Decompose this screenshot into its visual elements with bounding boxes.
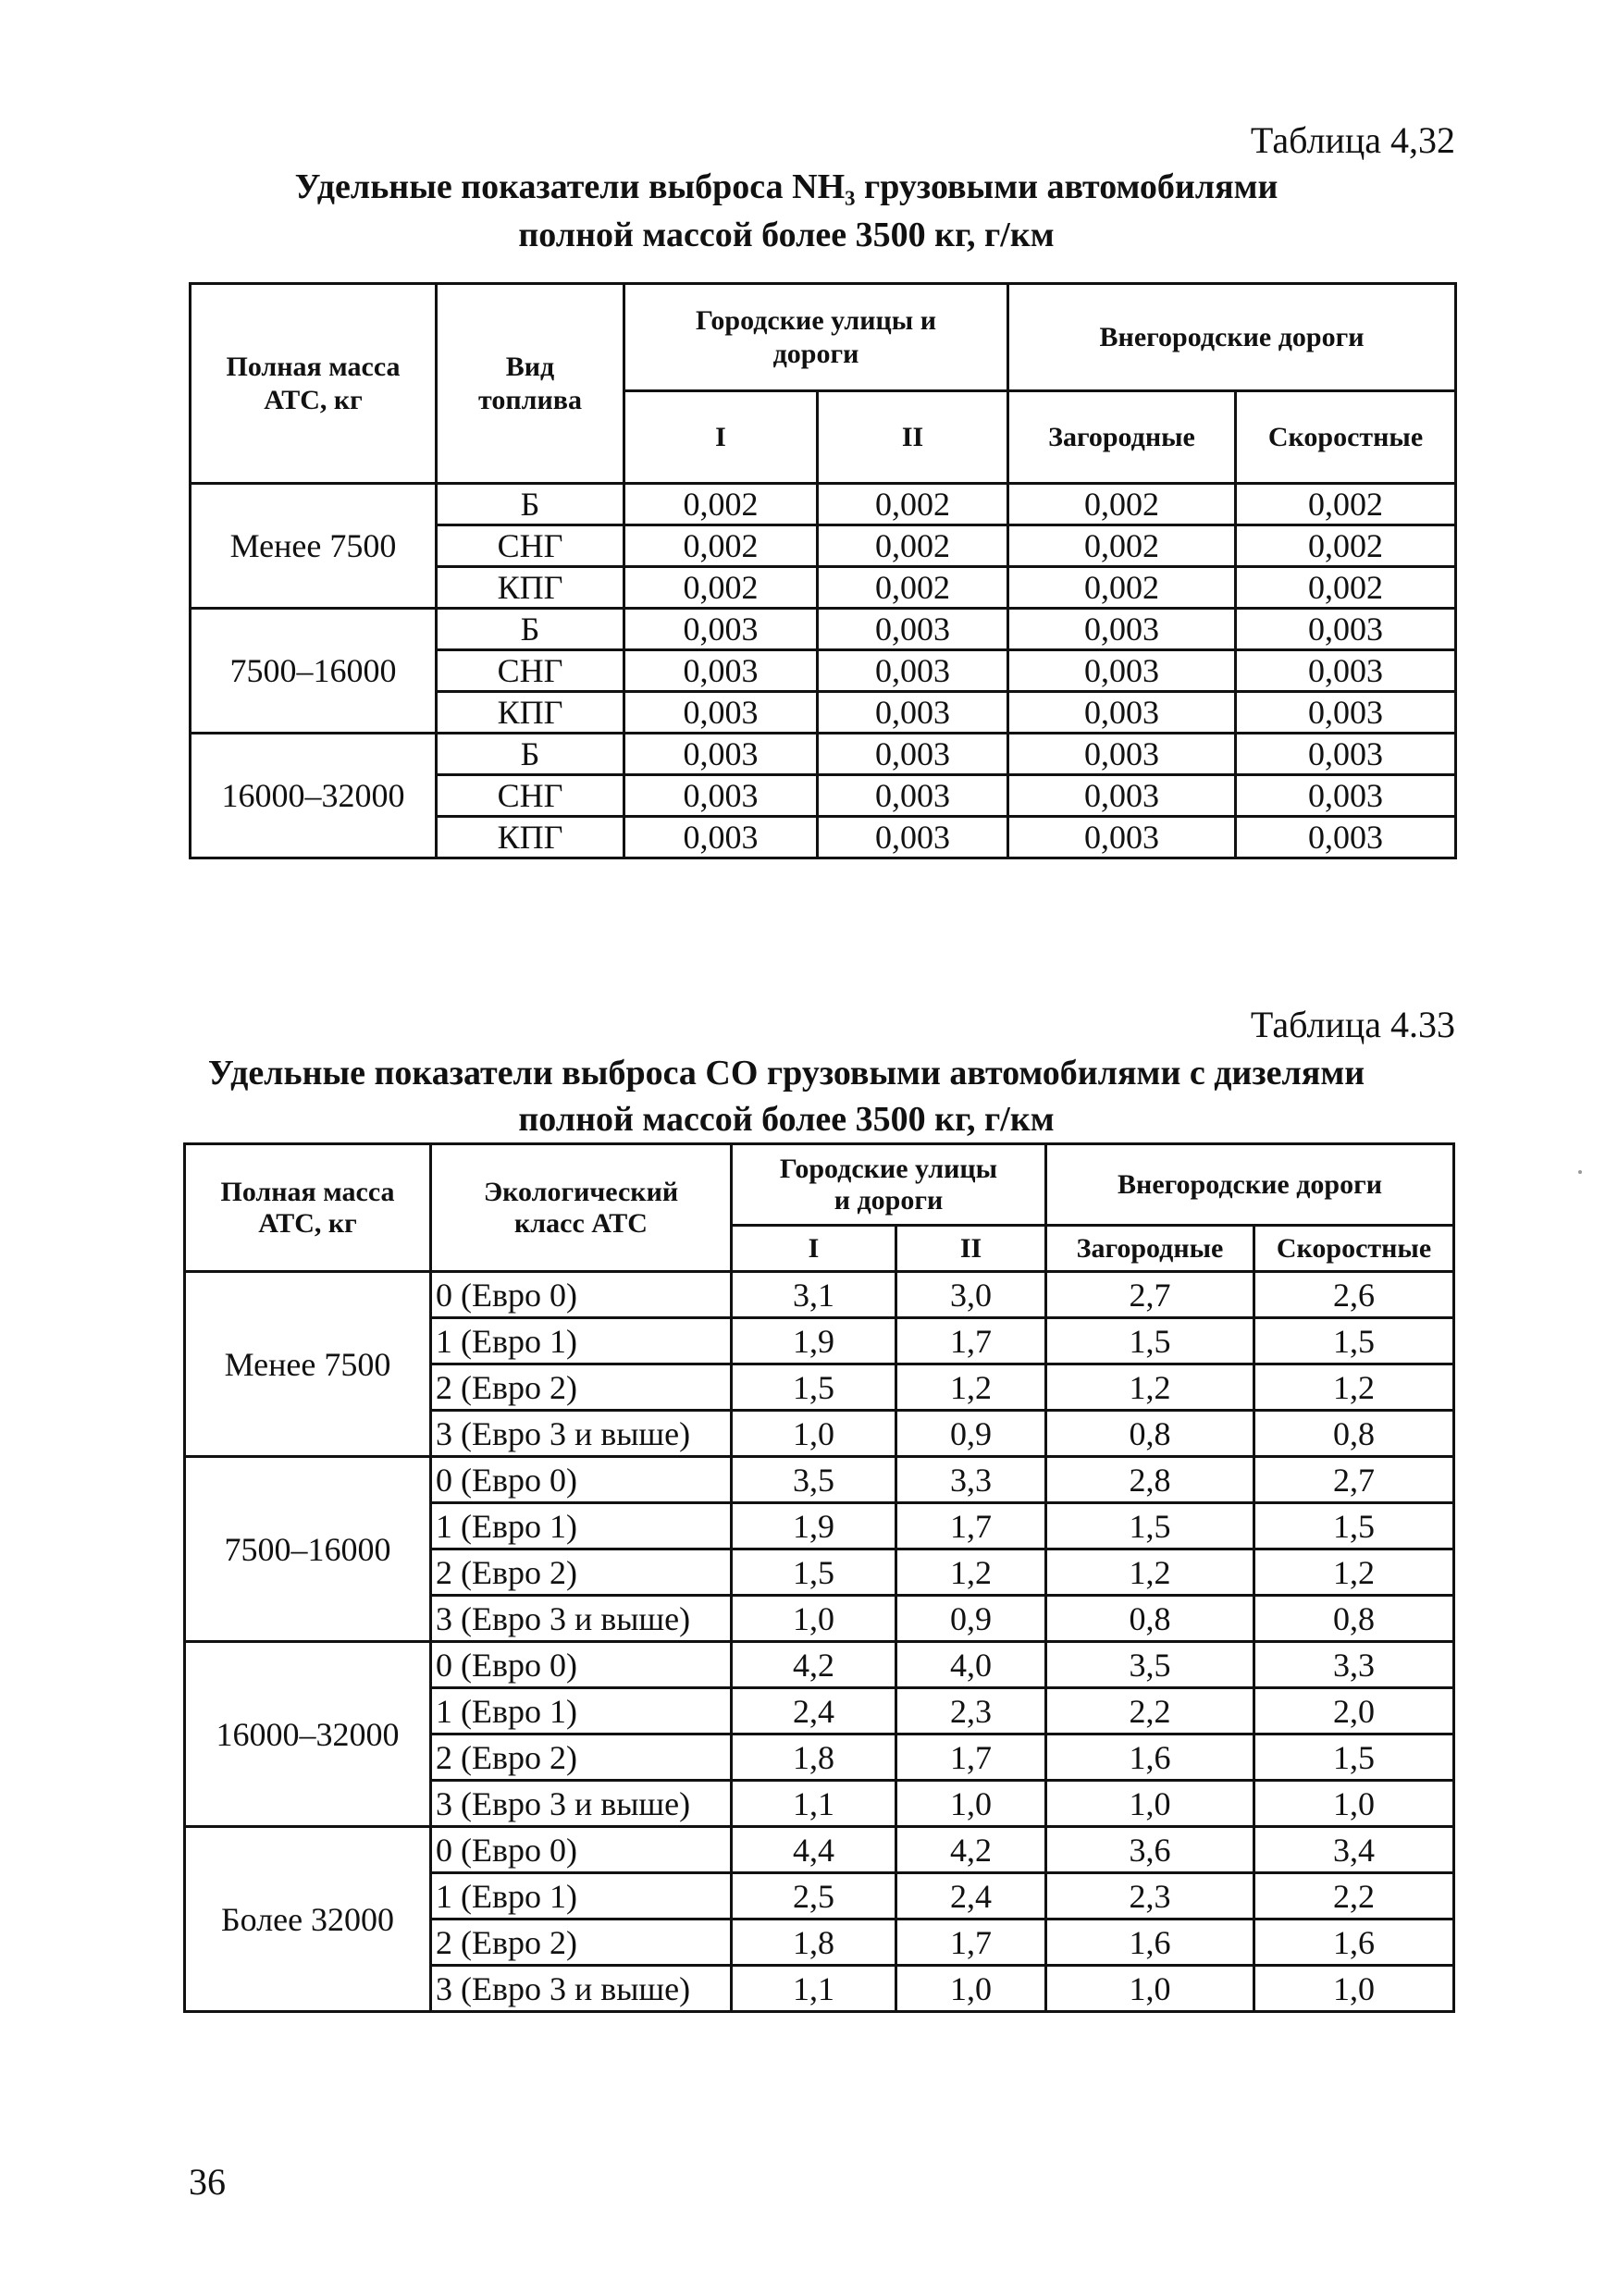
value-cell: 1,7 — [896, 1920, 1046, 1966]
value-cell: 0,003 — [1008, 609, 1236, 650]
table2-title-line1: Удельные показатели выброса СО грузовыми автомобилями с дизелями — [207, 1054, 1365, 1092]
value-cell: 2,6 — [1254, 1272, 1454, 1318]
scan-speck — [1578, 1170, 1582, 1174]
value-cell: 1,0 — [896, 1966, 1046, 2012]
value-cell: 1,7 — [896, 1503, 1046, 1549]
value-cell: 2,0 — [1254, 1688, 1454, 1734]
type-cell: Б — [437, 484, 624, 525]
value-cell: 0,003 — [1008, 650, 1236, 692]
value-cell: 3,3 — [896, 1457, 1046, 1503]
value-cell: 2,8 — [1046, 1457, 1254, 1503]
mass-cell: 7500–16000 — [185, 1457, 431, 1642]
value-cell: 1,0 — [896, 1781, 1046, 1827]
type-cell: 2 (Евро 2) — [431, 1364, 732, 1411]
value-cell: 3,5 — [1046, 1642, 1254, 1688]
header-mass: Полная масса АТС, кг — [185, 1144, 431, 1272]
value-cell: 1,1 — [732, 1781, 896, 1827]
value-cell: 0,003 — [624, 609, 818, 650]
mass-cell: Менее 7500 — [185, 1272, 431, 1457]
value-cell: 1,5 — [1254, 1503, 1454, 1549]
table2-body — [185, 1272, 1454, 2012]
value-cell: 1,2 — [896, 1549, 1046, 1596]
table-row — [185, 1457, 1454, 1503]
header-city-ii: II — [818, 391, 1008, 484]
value-cell: 0,003 — [1236, 692, 1456, 734]
value-cell: 1,8 — [732, 1734, 896, 1781]
value-cell: 1,8 — [732, 1920, 896, 1966]
value-cell: 0,002 — [1236, 484, 1456, 525]
table-row — [191, 734, 1456, 775]
header-city-ii: II — [896, 1226, 1046, 1272]
type-cell: 0 (Евро 0) — [431, 1642, 732, 1688]
header-suburban: Загородные — [1008, 391, 1236, 484]
value-cell: 0,003 — [818, 692, 1008, 734]
value-cell: 1,0 — [1254, 1781, 1454, 1827]
header-outside: Внегородские дороги — [1008, 284, 1456, 391]
type-cell: 0 (Евро 0) — [431, 1827, 732, 1873]
value-cell: 0,003 — [1008, 775, 1236, 817]
type-cell: 1 (Евро 1) — [431, 1318, 732, 1364]
value-cell: 1,6 — [1046, 1734, 1254, 1781]
header-express: Скоростные — [1236, 391, 1456, 484]
value-cell: 1,6 — [1254, 1920, 1454, 1966]
type-cell: Б — [437, 609, 624, 650]
header-city-i: I — [624, 391, 818, 484]
value-cell: 1,0 — [1046, 1781, 1254, 1827]
table1-body — [191, 484, 1456, 858]
value-cell: 1,2 — [896, 1364, 1046, 1411]
value-cell: 0,002 — [1236, 525, 1456, 567]
value-cell: 0,002 — [624, 525, 818, 567]
value-cell: 2,2 — [1254, 1873, 1454, 1920]
page-number: 36 — [189, 2161, 226, 2203]
value-cell: 0,003 — [1236, 650, 1456, 692]
value-cell: 0,8 — [1046, 1596, 1254, 1642]
table-row — [185, 1642, 1454, 1688]
value-cell: 1,2 — [1254, 1549, 1454, 1596]
value-cell: 0,003 — [1236, 734, 1456, 775]
type-cell: СНГ — [437, 650, 624, 692]
type-cell: 3 (Евро 3 и выше) — [431, 1596, 732, 1642]
mass-cell: 16000–32000 — [191, 734, 437, 858]
table1-title-line2: полной массой более 3500 кг, г/км — [518, 216, 1055, 254]
value-cell: 4,2 — [732, 1642, 896, 1688]
value-cell: 0,003 — [624, 692, 818, 734]
mass-cell: 7500–16000 — [191, 609, 437, 734]
value-cell: 1,0 — [732, 1596, 896, 1642]
type-cell: СНГ — [437, 525, 624, 567]
value-cell: 0,002 — [1008, 484, 1236, 525]
table-row — [185, 1272, 1454, 1318]
value-cell: 3,6 — [1046, 1827, 1254, 1873]
value-cell: 2,7 — [1254, 1457, 1454, 1503]
value-cell: 0,003 — [1236, 609, 1456, 650]
value-cell: 2,3 — [1046, 1873, 1254, 1920]
value-cell: 2,5 — [732, 1873, 896, 1920]
value-cell: 0,002 — [818, 525, 1008, 567]
value-cell: 1,0 — [1046, 1966, 1254, 2012]
value-cell: 0,003 — [624, 650, 818, 692]
type-cell: Б — [437, 734, 624, 775]
value-cell: 0,8 — [1254, 1411, 1454, 1457]
value-cell: 1,9 — [732, 1318, 896, 1364]
value-cell: 2,3 — [896, 1688, 1046, 1734]
value-cell: 2,4 — [732, 1688, 896, 1734]
value-cell: 0,9 — [896, 1411, 1046, 1457]
value-cell: 0,8 — [1046, 1411, 1254, 1457]
value-cell: 1,5 — [1254, 1734, 1454, 1781]
header-city: Городские улицы и дороги — [624, 284, 1008, 391]
header-suburban: Загородные — [1046, 1226, 1254, 1272]
value-cell: 1,7 — [896, 1318, 1046, 1364]
value-cell: 0,003 — [818, 734, 1008, 775]
table-row — [191, 484, 1456, 525]
value-cell: 0,003 — [1008, 692, 1236, 734]
table1-number: Таблица 4,32 — [1250, 119, 1455, 161]
header-eco-class: Экологический класс АТС — [431, 1144, 732, 1272]
value-cell: 1,5 — [1046, 1318, 1254, 1364]
value-cell: 0,003 — [1008, 734, 1236, 775]
value-cell: 1,7 — [896, 1734, 1046, 1781]
type-cell: 1 (Евро 1) — [431, 1688, 732, 1734]
type-cell: КПГ — [437, 692, 624, 734]
type-cell: 0 (Евро 0) — [431, 1457, 732, 1503]
value-cell: 2,7 — [1046, 1272, 1254, 1318]
value-cell: 0,002 — [1236, 567, 1456, 609]
table2-title-line2: полной массой более 3500 кг, г/км — [518, 1100, 1055, 1139]
value-cell: 0,002 — [1008, 525, 1236, 567]
value-cell: 1,2 — [1046, 1549, 1254, 1596]
type-cell: 1 (Евро 1) — [431, 1503, 732, 1549]
header-fuel: Вид топлива — [437, 284, 624, 484]
value-cell: 4,2 — [896, 1827, 1046, 1873]
type-cell: СНГ — [437, 775, 624, 817]
type-cell: 3 (Евро 3 и выше) — [431, 1411, 732, 1457]
type-cell: 1 (Евро 1) — [431, 1873, 732, 1920]
value-cell: 1,0 — [1254, 1966, 1454, 2012]
value-cell: 0,003 — [818, 775, 1008, 817]
value-cell: 1,1 — [732, 1966, 896, 2012]
value-cell: 1,5 — [732, 1364, 896, 1411]
value-cell: 3,5 — [732, 1457, 896, 1503]
value-cell: 3,0 — [896, 1272, 1046, 1318]
value-cell: 2,2 — [1046, 1688, 1254, 1734]
value-cell: 0,003 — [624, 817, 818, 858]
type-cell: 2 (Евро 2) — [431, 1920, 732, 1966]
value-cell: 1,2 — [1254, 1364, 1454, 1411]
header-mass: Полная масса АТС, кг — [191, 284, 437, 484]
value-cell: 3,3 — [1254, 1642, 1454, 1688]
value-cell: 0,003 — [624, 775, 818, 817]
value-cell: 0,003 — [818, 650, 1008, 692]
value-cell: 0,003 — [624, 734, 818, 775]
type-cell: 3 (Евро 3 и выше) — [431, 1966, 732, 2012]
type-cell: КПГ — [437, 817, 624, 858]
value-cell: 1,5 — [1254, 1318, 1454, 1364]
value-cell: 1,2 — [1046, 1364, 1254, 1411]
header-city-i: I — [732, 1226, 896, 1272]
value-cell: 0,9 — [896, 1596, 1046, 1642]
value-cell: 1,5 — [732, 1549, 896, 1596]
value-cell: 0,002 — [1008, 567, 1236, 609]
value-cell: 4,4 — [732, 1827, 896, 1873]
value-cell: 1,5 — [1046, 1503, 1254, 1549]
value-cell: 0,003 — [1236, 817, 1456, 858]
table-row — [185, 1827, 1454, 1873]
value-cell: 4,0 — [896, 1642, 1046, 1688]
mass-cell: 16000–32000 — [185, 1642, 431, 1827]
type-cell: 2 (Евро 2) — [431, 1734, 732, 1781]
mass-cell: Менее 7500 — [191, 484, 437, 609]
value-cell: 0,002 — [818, 567, 1008, 609]
type-cell: 3 (Евро 3 и выше) — [431, 1781, 732, 1827]
value-cell: 1,6 — [1046, 1920, 1254, 1966]
table2 — [183, 1142, 1455, 2013]
type-cell: 0 (Евро 0) — [431, 1272, 732, 1318]
value-cell: 0,8 — [1254, 1596, 1454, 1642]
header-express: Скоростные — [1254, 1226, 1454, 1272]
header-city: Городские улицы и дороги — [732, 1144, 1046, 1226]
value-cell: 3,4 — [1254, 1827, 1454, 1873]
mass-cell: Более 32000 — [185, 1827, 431, 2012]
value-cell: 0,003 — [818, 609, 1008, 650]
table1-title-line1: Удельные показатели выброса NH₃ грузовыми автомобилями — [294, 167, 1278, 206]
value-cell: 0,003 — [818, 817, 1008, 858]
table-row — [191, 609, 1456, 650]
type-cell: 2 (Евро 2) — [431, 1549, 732, 1596]
value-cell: 0,002 — [624, 484, 818, 525]
header-outside: Внегородские дороги — [1046, 1144, 1454, 1226]
type-cell: КПГ — [437, 567, 624, 609]
value-cell: 3,1 — [732, 1272, 896, 1318]
table1 — [189, 282, 1457, 859]
value-cell: 0,003 — [1236, 775, 1456, 817]
value-cell: 1,0 — [732, 1411, 896, 1457]
value-cell: 0,002 — [624, 567, 818, 609]
value-cell: 1,9 — [732, 1503, 896, 1549]
value-cell: 0,003 — [1008, 817, 1236, 858]
value-cell: 0,002 — [818, 484, 1008, 525]
table2-number: Таблица 4.33 — [1250, 1004, 1455, 1045]
value-cell: 2,4 — [896, 1873, 1046, 1920]
